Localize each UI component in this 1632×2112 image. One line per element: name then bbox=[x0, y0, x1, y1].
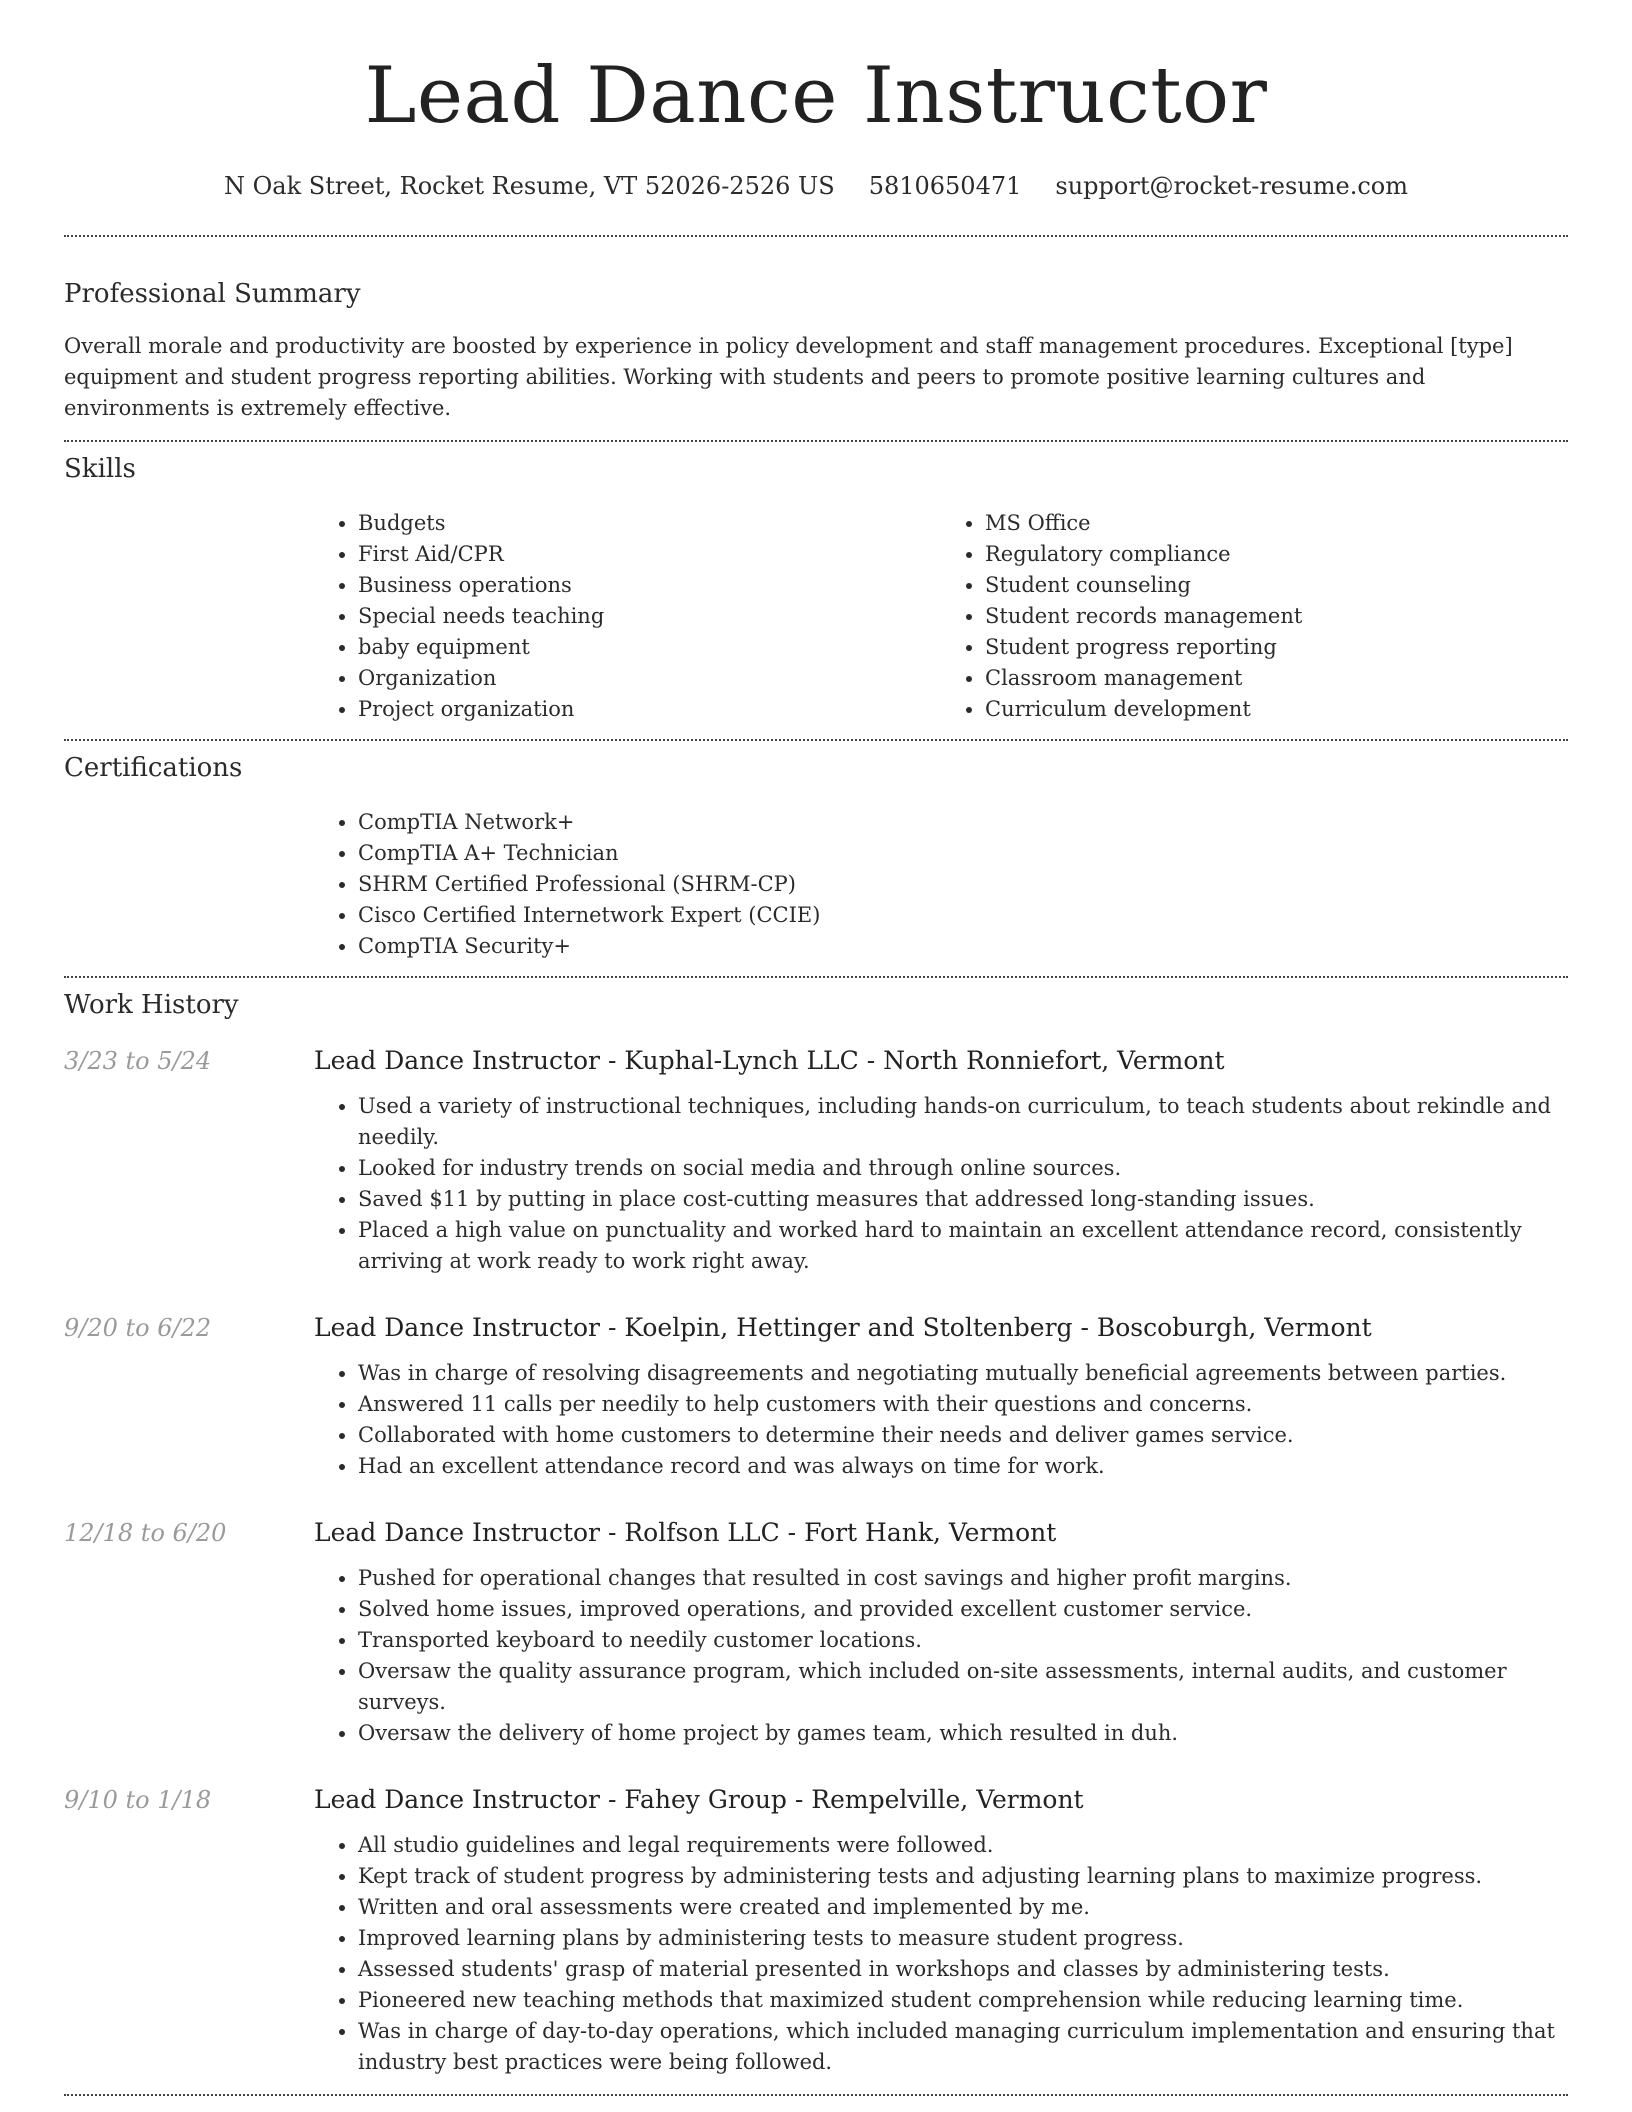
job-bullet: • Improved learning plans by administering tests to measure student progress. bbox=[358, 1923, 1568, 1954]
skill-item: • Student progress reporting bbox=[985, 632, 1568, 663]
job-bullets bbox=[314, 1563, 1568, 1749]
job-dates: 3/23 to 5/24 bbox=[64, 1046, 212, 1075]
skill-item: • MS Office bbox=[985, 508, 1568, 539]
skills-heading: Skills bbox=[64, 453, 136, 484]
skill-item: • Student records management bbox=[985, 601, 1568, 632]
certification-item: • SHRM Certified Professional (SHRM-CP) bbox=[358, 869, 1568, 900]
skill-item: • Curriculum development bbox=[985, 694, 1568, 725]
skill-item: • Business operations bbox=[358, 570, 941, 601]
skill-item: • First Aid/CPR bbox=[358, 539, 941, 570]
skill-item: • Regulatory compliance bbox=[985, 539, 1568, 570]
job-header bbox=[64, 1785, 1568, 1814]
certification-item: • Cisco Certified Internetwork Expert (CCIE) bbox=[358, 900, 1568, 931]
job-title: Lead Dance Instructor - Kuphal-Lynch LLC - North Ronniefort, Vermont bbox=[314, 1045, 1225, 1075]
job-header bbox=[64, 1518, 1568, 1547]
skill-item: • baby equipment bbox=[358, 632, 941, 663]
job-bullet: • Solved home issues, improved operations, and provided excellent customer service. bbox=[358, 1594, 1568, 1625]
contact-address: N Oak Street, Rocket Resume, VT 52026-2526 US bbox=[223, 171, 835, 200]
section-divider bbox=[64, 440, 1568, 442]
job-bullet: • Looked for industry trends on social media and through online sources. bbox=[358, 1153, 1568, 1184]
section-divider bbox=[64, 235, 1568, 237]
certifications-heading: Certifications bbox=[64, 752, 243, 783]
job-bullet: • All studio guidelines and legal requirements were followed. bbox=[358, 1830, 1568, 1861]
job-bullet: • Assessed students' grasp of material presented in workshops and classes by administering tests. bbox=[358, 1954, 1568, 1985]
job-bullet: • Placed a high value on punctuality and worked hard to maintain an excellent attendance record, consistently arriving at work ready to work right away. bbox=[358, 1215, 1568, 1277]
job-bullet: • Transported keyboard to needily customer locations. bbox=[358, 1625, 1568, 1656]
job-bullet: • Oversaw the quality assurance program, which included on-site assessments, internal audits, and customer surveys. bbox=[358, 1656, 1568, 1718]
job-bullet: • Written and oral assessments were created and implemented by me. bbox=[358, 1892, 1568, 1923]
job-bullet: • Had an excellent attendance record and was always on time for work. bbox=[358, 1451, 1568, 1482]
skill-item: • Student counseling bbox=[985, 570, 1568, 601]
certification-item: • CompTIA A+ Technician bbox=[358, 838, 1568, 869]
job-dates: 9/20 to 6/22 bbox=[64, 1313, 212, 1342]
job-bullet: • Kept track of student progress by administering tests and adjusting learning plans to maximize progress. bbox=[358, 1861, 1568, 1892]
job-bullet: • Saved $11 by putting in place cost-cutting measures that addressed long-standing issues. bbox=[358, 1184, 1568, 1215]
certification-item: • CompTIA Security+ bbox=[358, 931, 1568, 962]
job-entry bbox=[64, 1046, 1568, 1277]
section-divider bbox=[64, 2094, 1568, 2096]
job-bullet: • Oversaw the delivery of home project by games team, which resulted in duh. bbox=[358, 1718, 1568, 1749]
section-divider bbox=[64, 739, 1568, 741]
summary-text: Overall morale and productivity are boosted by experience in policy development and staff management procedures. Exceptional [type] equipment and student progress reporting abilities. Working with students and peers to promote positive learning cultures and environments is extremely effective. bbox=[64, 333, 1513, 420]
section-divider bbox=[64, 976, 1568, 978]
job-bullet: • Pioneered new teaching methods that maximized student comprehension while reducing learning time. bbox=[358, 1985, 1568, 2016]
job-bullets bbox=[314, 1091, 1568, 1277]
job-title: Lead Dance Instructor - Koelpin, Hettinger and Stoltenberg - Boscoburgh, Vermont bbox=[314, 1312, 1372, 1342]
skill-item: • Classroom management bbox=[985, 663, 1568, 694]
job-entry bbox=[64, 1785, 1568, 2078]
job-bullets bbox=[314, 1358, 1568, 1482]
job-entry bbox=[64, 1313, 1568, 1482]
job-title: Lead Dance Instructor - Rolfson LLC - Fort Hank, Vermont bbox=[314, 1517, 1057, 1547]
job-bullet: • Used a variety of instructional techniques, including hands-on curriculum, to teach students about rekindle and needily. bbox=[358, 1091, 1568, 1153]
work-history-heading: Work History bbox=[64, 989, 239, 1020]
skills-list-left bbox=[314, 508, 941, 725]
resume-page bbox=[64, 0, 1568, 2096]
contact-line bbox=[64, 172, 1568, 200]
skill-item: • Organization bbox=[358, 663, 941, 694]
job-dates: 12/18 to 6/20 bbox=[64, 1518, 227, 1547]
certifications-list bbox=[314, 807, 1568, 962]
skill-item: • Budgets bbox=[358, 508, 941, 539]
skills-list-right bbox=[941, 508, 1568, 725]
summary-heading: Professional Summary bbox=[64, 278, 361, 309]
skills-columns bbox=[314, 508, 1568, 725]
job-bullet: • Pushed for operational changes that resulted in cost savings and higher profit margins. bbox=[358, 1563, 1568, 1594]
certification-item: • CompTIA Network+ bbox=[358, 807, 1568, 838]
contact-phone: 5810650471 bbox=[868, 171, 1022, 200]
skill-item: • Project organization bbox=[358, 694, 941, 725]
job-dates: 9/10 to 1/18 bbox=[64, 1785, 212, 1814]
skill-item: • Special needs teaching bbox=[358, 601, 941, 632]
job-bullets bbox=[314, 1830, 1568, 2078]
job-title: Lead Dance Instructor - Fahey Group - Rempelville, Vermont bbox=[314, 1784, 1084, 1814]
job-bullet: • Was in charge of day-to-day operations, which included managing curriculum implementation and ensuring that industry best practices were being followed. bbox=[358, 2016, 1568, 2078]
job-bullet: • Collaborated with home customers to determine their needs and deliver games service. bbox=[358, 1420, 1568, 1451]
job-entry bbox=[64, 1518, 1568, 1749]
job-header bbox=[64, 1046, 1568, 1075]
job-bullet: • Answered 11 calls per needily to help customers with their questions and concerns. bbox=[358, 1389, 1568, 1420]
job-header bbox=[64, 1313, 1568, 1342]
candidate-name: Lead Dance Instructor bbox=[364, 51, 1268, 141]
contact-email: support@rocket-resume.com bbox=[1055, 171, 1409, 200]
job-bullet: • Was in charge of resolving disagreements and negotiating mutually beneficial agreements between parties. bbox=[358, 1358, 1568, 1389]
